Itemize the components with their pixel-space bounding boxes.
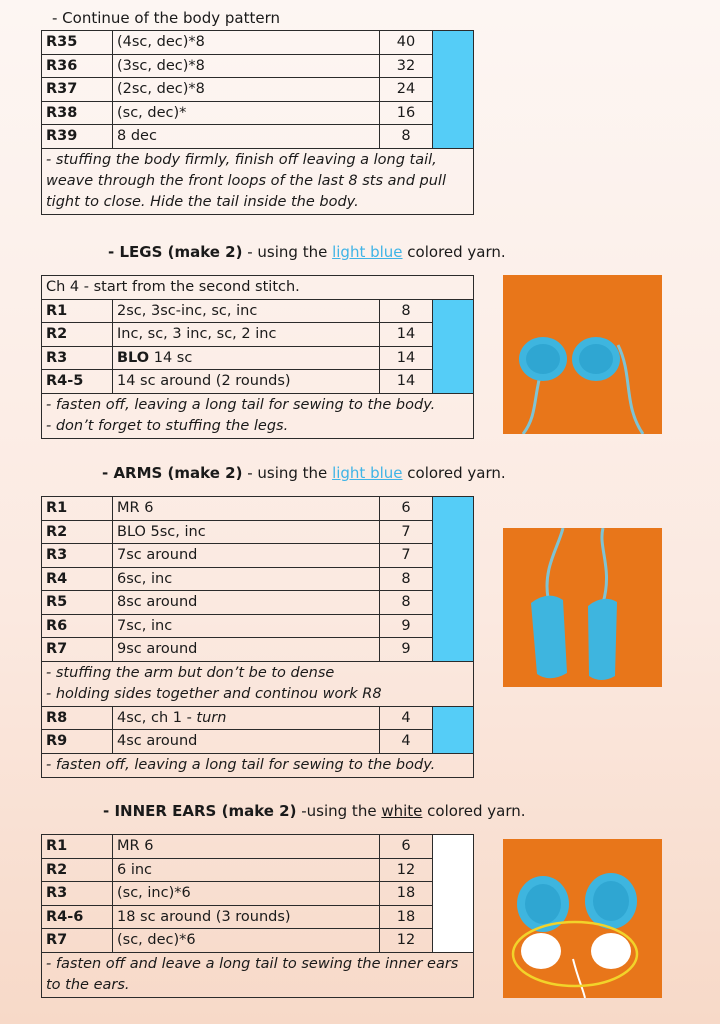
row-label: R2	[42, 323, 113, 347]
legs-title-end: colored yarn.	[402, 243, 506, 261]
legs-note-1: - fasten off, leaving a long tail for sewing to the body.	[46, 396, 436, 413]
arms-note	[42, 661, 474, 706]
ears-note: - fasten off and leave a long tail to sewing the inner ears to the ears.	[42, 952, 474, 997]
arms-title-end: colored yarn.	[402, 464, 506, 482]
legs-color-link[interactable]: light blue	[332, 243, 403, 261]
row-count: 9	[380, 638, 433, 662]
row-count: 9	[380, 614, 433, 638]
row-count: 12	[380, 858, 433, 882]
row-count: 6	[380, 835, 433, 859]
row-count: 4	[380, 706, 433, 730]
row-count: 14	[380, 346, 433, 370]
arms-title-bold: - ARMS (make 2)	[102, 464, 243, 482]
row-count: 6	[380, 497, 433, 521]
table-row	[42, 614, 474, 638]
table-row	[42, 346, 474, 370]
table-row	[42, 929, 474, 953]
color-swatch	[433, 31, 474, 149]
legs-title-mid: - using the	[242, 243, 333, 261]
row-count: 7	[380, 520, 433, 544]
row-count: 14	[380, 370, 433, 394]
legs-note-2: - don’t forget to stuffing the legs.	[46, 417, 289, 434]
row-count: 14	[380, 323, 433, 347]
row-label: R3	[42, 346, 113, 370]
row-count: 32	[380, 54, 433, 78]
arms-note-3: - fasten off, leaving a long tail for sewing to the body.	[42, 753, 474, 777]
arms-title-mid: - using the	[242, 464, 333, 482]
table-row	[42, 520, 474, 544]
row-label: R3	[42, 544, 113, 568]
start-row	[42, 276, 474, 300]
table-row	[42, 125, 474, 149]
color-swatch	[433, 497, 474, 662]
row-instruction: 4sc around	[113, 730, 380, 754]
ears-title-bold: - INNER EARS (make 2)	[103, 802, 297, 820]
table-row	[42, 544, 474, 568]
row-label: R39	[42, 125, 113, 149]
row-count: 7	[380, 544, 433, 568]
row-count: 40	[380, 31, 433, 55]
turn-italic: turn	[196, 709, 227, 726]
legs-start: Ch 4 - start from the second stitch.	[42, 276, 474, 300]
row-label: R5	[42, 591, 113, 615]
row-count: 12	[380, 929, 433, 953]
table-row	[42, 591, 474, 615]
row-count: 16	[380, 101, 433, 125]
legs-title-bold: - LEGS (make 2)	[108, 243, 243, 261]
row-instruction	[113, 346, 380, 370]
table-row	[42, 567, 474, 591]
row-label: R4-5	[42, 370, 113, 394]
row-label: R4-6	[42, 905, 113, 929]
row-label: R1	[42, 835, 113, 859]
row-count: 18	[380, 882, 433, 906]
row-instruction: 9sc around	[113, 638, 380, 662]
note-row	[42, 753, 474, 777]
row-instruction: 14 sc around (2 rounds)	[113, 370, 380, 394]
row-instruction: (sc, dec)*6	[113, 929, 380, 953]
legs-title	[108, 243, 506, 261]
color-swatch	[433, 835, 474, 953]
row-instruction: (2sc, dec)*8	[113, 78, 380, 102]
ears-color-word: white	[381, 802, 423, 820]
ears-table	[41, 834, 474, 998]
row-instruction: 7sc, inc	[113, 614, 380, 638]
row-label: R6	[42, 614, 113, 638]
note-row	[42, 661, 474, 706]
row-count: 8	[380, 567, 433, 591]
body-heading: - Continue of the body pattern	[52, 9, 280, 27]
body-table	[41, 30, 474, 215]
body-note: - stuffing the body firmly, finish off leaving a long tail, weave through the front loops of the last 8 sts and pull tight to close. Hide the tail inside the body.	[42, 148, 474, 214]
table-row	[42, 54, 474, 78]
table-row	[42, 31, 474, 55]
row-instruction: (3sc, dec)*8	[113, 54, 380, 78]
note-row	[42, 393, 474, 438]
legs-note	[42, 393, 474, 438]
table-row	[42, 730, 474, 754]
row-instruction: (4sc, dec)*8	[113, 31, 380, 55]
row-instruction: BLO 5sc, inc	[113, 520, 380, 544]
legs-table	[41, 275, 474, 439]
table-row	[42, 323, 474, 347]
row-label: R1	[42, 497, 113, 521]
table-row	[42, 882, 474, 906]
row-instruction	[113, 706, 380, 730]
row-label: R4	[42, 567, 113, 591]
row-label: R9	[42, 730, 113, 754]
arms-photo	[503, 528, 662, 687]
row-instruction: 2sc, 3sc-inc, sc, inc	[113, 299, 380, 323]
note-row	[42, 952, 474, 997]
arms-title	[102, 464, 506, 482]
row-count: 4	[380, 730, 433, 754]
table-row	[42, 101, 474, 125]
row-label: R37	[42, 78, 113, 102]
row-instruction: 7sc around	[113, 544, 380, 568]
table-row	[42, 905, 474, 929]
row-label: R35	[42, 31, 113, 55]
row-instruction: 6sc, inc	[113, 567, 380, 591]
ears-title-end: colored yarn.	[422, 802, 526, 820]
arms-table	[41, 496, 474, 778]
row-count: 8	[380, 125, 433, 149]
row-instruction: (sc, inc)*6	[113, 882, 380, 906]
row-instruction: 18 sc around (3 rounds)	[113, 905, 380, 929]
color-swatch	[433, 299, 474, 393]
row-count: 24	[380, 78, 433, 102]
arms-note-1: - stuffing the arm but don’t be to dense	[46, 664, 335, 681]
table-row	[42, 299, 474, 323]
row-instruction-text: 4sc, ch 1 -	[117, 709, 197, 726]
row-instruction-text: 14 sc	[149, 349, 193, 366]
blo-bold: BLO	[117, 349, 150, 366]
table-row	[42, 78, 474, 102]
row-instruction: MR 6	[113, 497, 380, 521]
table-row	[42, 858, 474, 882]
table-row	[42, 638, 474, 662]
ears-photo	[503, 839, 662, 998]
row-label: R8	[42, 706, 113, 730]
legs-photo	[503, 275, 662, 434]
row-instruction: 6 inc	[113, 858, 380, 882]
table-row	[42, 497, 474, 521]
row-label: R36	[42, 54, 113, 78]
row-instruction: (sc, dec)*	[113, 101, 380, 125]
row-count: 18	[380, 905, 433, 929]
table-row	[42, 370, 474, 394]
arms-note-2: - holding sides together and continou work R8	[46, 685, 382, 702]
ears-title	[103, 802, 526, 820]
row-label: R2	[42, 520, 113, 544]
row-instruction: 8 dec	[113, 125, 380, 149]
note-row	[42, 148, 474, 214]
row-instruction: MR 6	[113, 835, 380, 859]
row-label: R2	[42, 858, 113, 882]
row-count: 8	[380, 299, 433, 323]
row-label: R7	[42, 638, 113, 662]
color-swatch	[433, 706, 474, 753]
row-label: R3	[42, 882, 113, 906]
ears-title-mid: -using the	[296, 802, 382, 820]
row-instruction: Inc, sc, 3 inc, sc, 2 inc	[113, 323, 380, 347]
table-row	[42, 706, 474, 730]
row-instruction: 8sc around	[113, 591, 380, 615]
row-count: 8	[380, 591, 433, 615]
table-row	[42, 835, 474, 859]
row-label: R38	[42, 101, 113, 125]
arms-color-link[interactable]: light blue	[332, 464, 403, 482]
row-label: R7	[42, 929, 113, 953]
row-label: R1	[42, 299, 113, 323]
